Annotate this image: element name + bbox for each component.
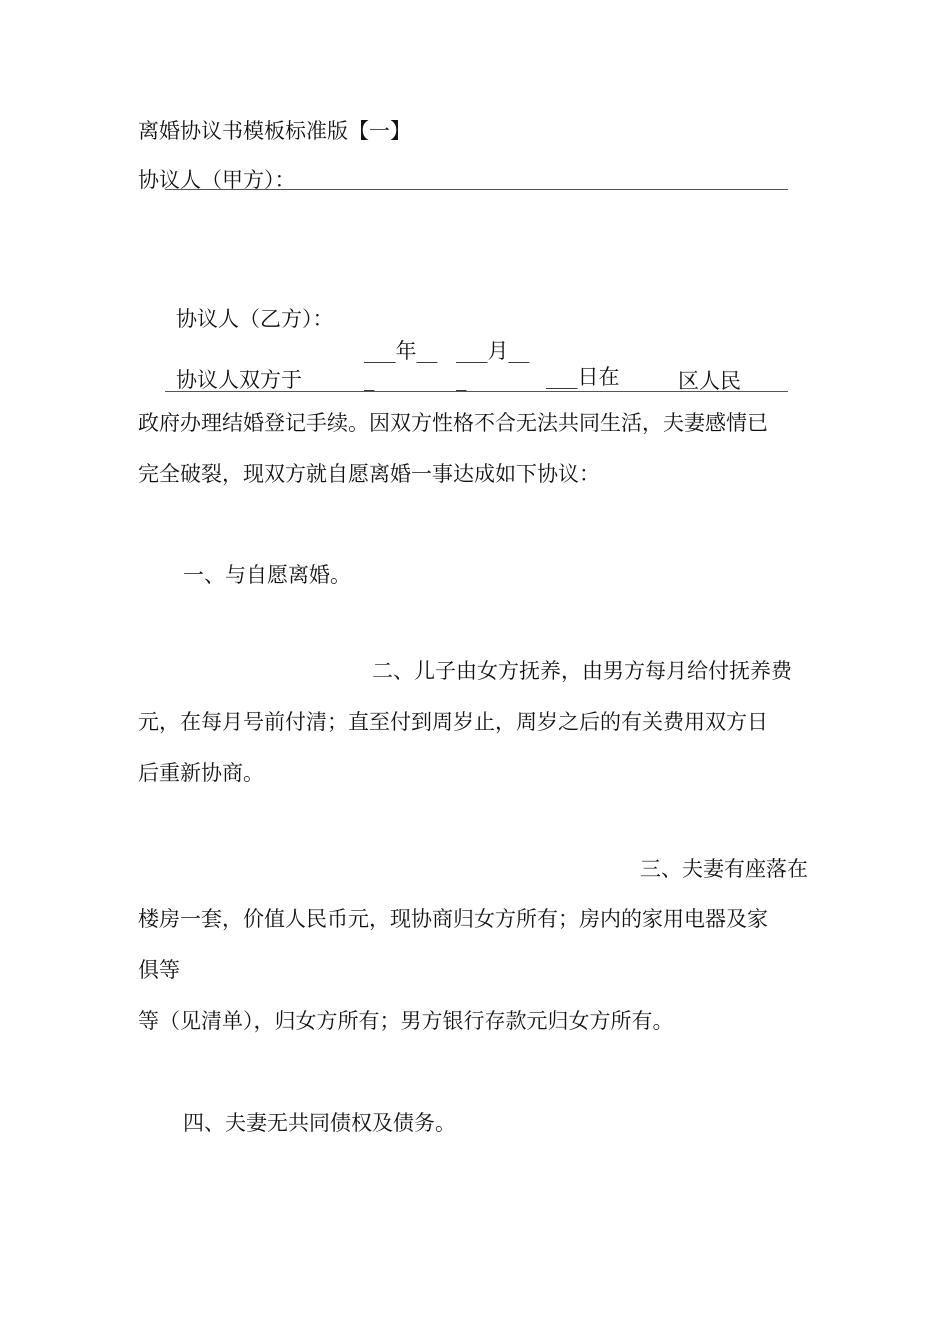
clause-1: 一、与自愿离婚。 — [183, 563, 351, 587]
clause-2-line-3: 后重新协商。 — [138, 761, 264, 785]
date-under-2: _ — [456, 367, 467, 391]
clause-4: 四、夫妻无共同债权及债务。 — [183, 1111, 456, 1135]
date-line-prefix: 协议人双方于 — [176, 368, 302, 392]
date-line-underline — [165, 391, 788, 392]
party-a-label: 协议人（甲方）： — [138, 168, 296, 192]
intro-line-2: 完全破裂，现双方就自愿离婚一事达成如下协议： — [138, 462, 600, 486]
clause-2-line-1: 二、儿子由女方抚养，由男方每月给付抚养费 — [372, 659, 792, 683]
date-year-blank: ___年__ — [364, 339, 438, 363]
party-a-underline — [165, 189, 788, 190]
clause-3-line-2: 楼房一套，价值人民币元，现协商归女方所有；房内的家用电器及家 — [138, 907, 768, 931]
clause-3-line-4: 等（见清单），归女方所有；男方银行存款元归女方所有。 — [138, 1009, 674, 1033]
date-day-text: ___日在 — [546, 365, 620, 389]
intro-line-1: 政府办理结婚登记手续。因双方性格不合无法共同生活，夫妻感情已 — [138, 411, 768, 435]
clause-3-line-1: 三、夫妻有座落在 — [640, 857, 808, 881]
date-under-1: _ — [364, 367, 375, 391]
party-b-label: 协议人（乙方）： — [176, 307, 334, 331]
date-month-blank: ___月__ — [456, 339, 530, 363]
clause-3-line-3: 俱等 — [138, 958, 180, 982]
document-title: 离婚协议书模板标准版【一】 — [138, 119, 411, 143]
date-district-text: 区人民 — [678, 369, 741, 393]
clause-2-line-2: 元，在每月号前付清；直至付到周岁止，周岁之后的有关费用双方日 — [138, 710, 768, 734]
